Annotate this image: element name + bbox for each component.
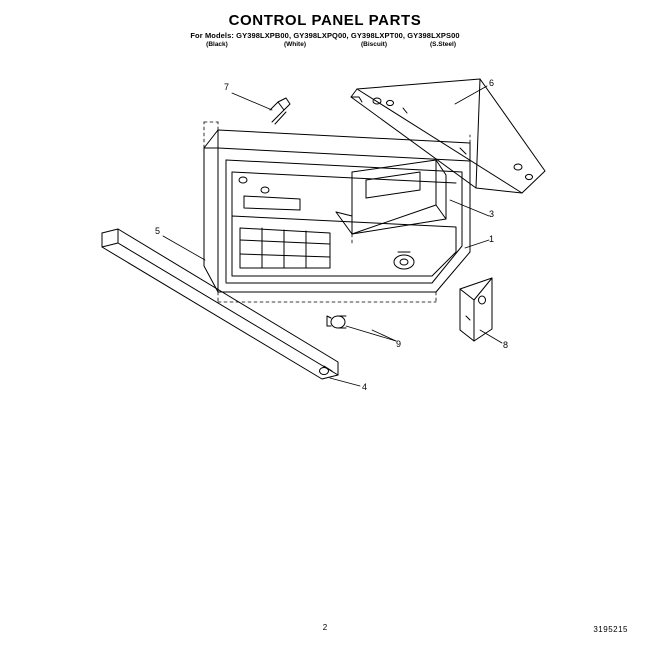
callout-9: 9 (396, 339, 402, 349)
part-6-rear-bracket (351, 79, 545, 193)
finish-black: (Black) (206, 41, 228, 48)
callout-5: 5 (155, 226, 161, 236)
part-5-trim-strip (102, 229, 338, 379)
models-line: For Models: GY398LXPB00, GY398LXPQ00, GY398LXPT00, GY398LXPS00 (190, 31, 460, 40)
leader-lines (163, 86, 502, 386)
callout-8: 8 (503, 340, 509, 350)
finish-biscuit: (Biscuit) (361, 41, 387, 48)
page-title: CONTROL PANEL PARTS (228, 12, 422, 29)
callout-4: 4 (362, 382, 368, 392)
callout-1: 1 (489, 234, 495, 244)
callout-6: 6 (489, 78, 495, 88)
part-9-bushing (327, 316, 346, 328)
part-8-side-bracket (460, 278, 492, 341)
callout-7: 7 (224, 82, 230, 92)
finish-white: (White) (283, 41, 307, 48)
finish-ssteel: (S.Steel) (429, 41, 456, 48)
page-number: 2 (322, 623, 328, 632)
document-code: 3195215 (593, 625, 628, 634)
part-7-screw (270, 98, 290, 124)
callout-3: 3 (489, 209, 495, 219)
